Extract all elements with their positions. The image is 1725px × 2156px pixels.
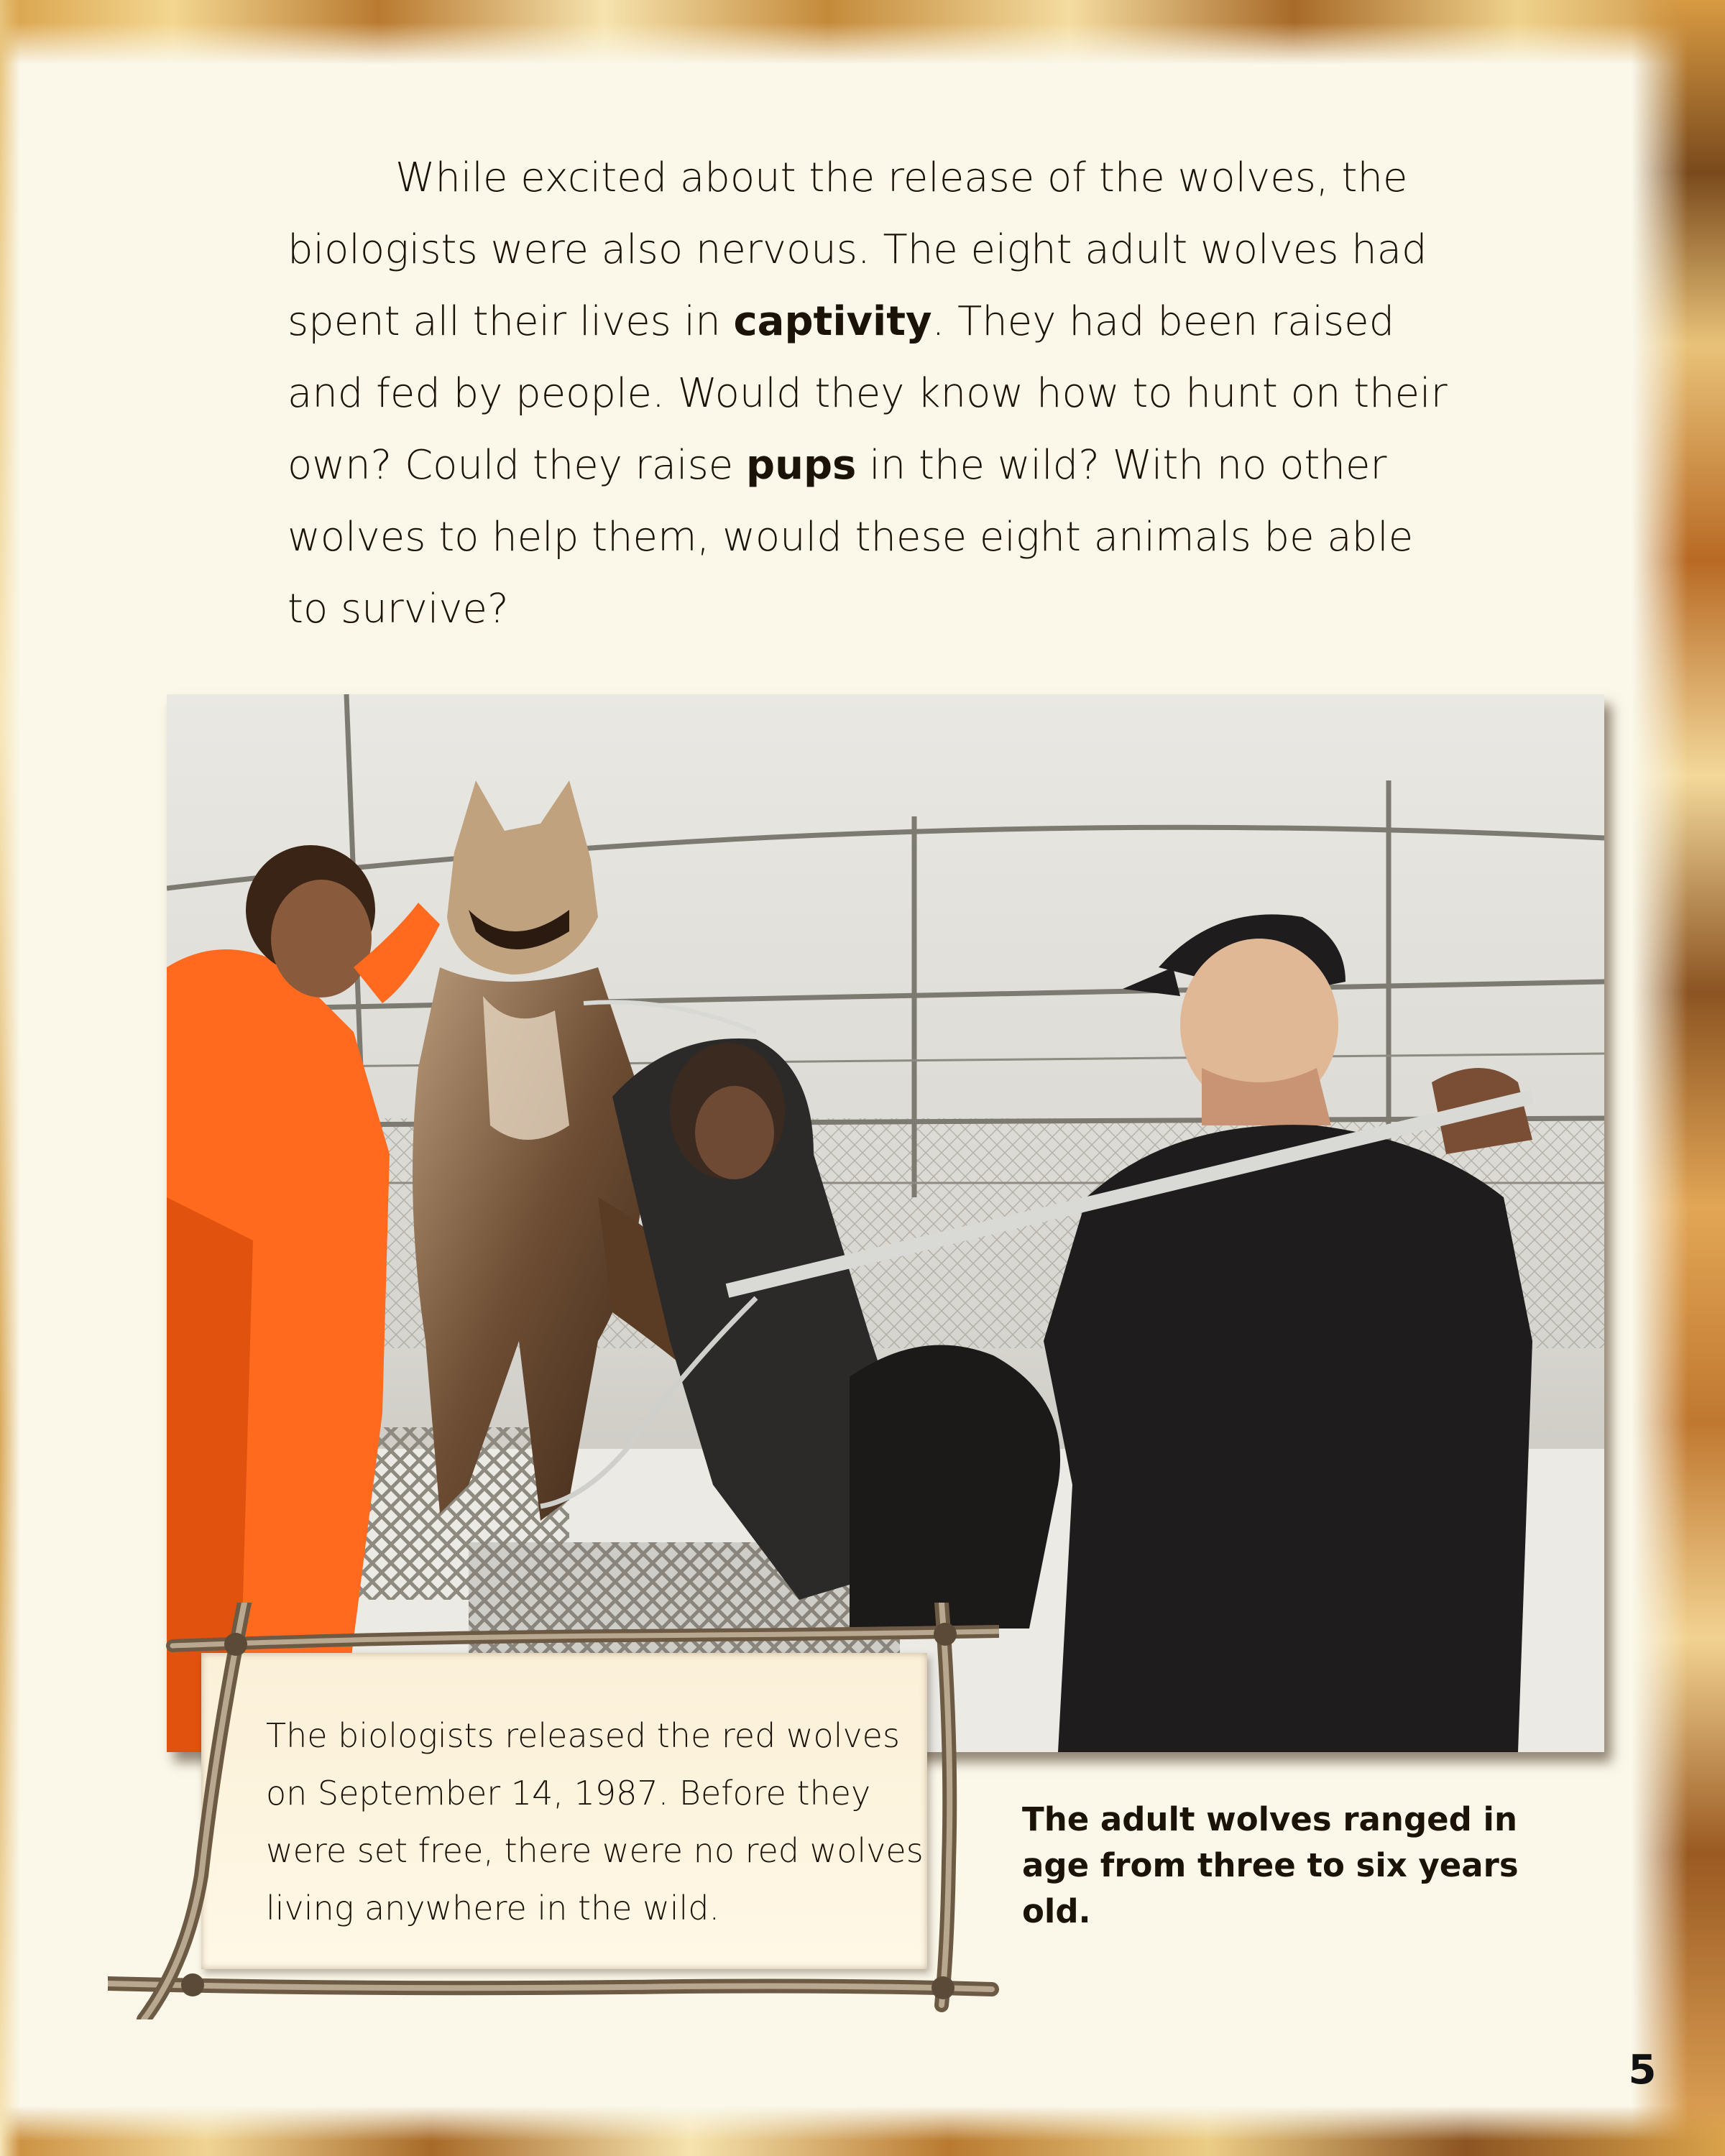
body-paragraph: [288, 142, 1452, 645]
wolf-photo-illustration: [167, 694, 1604, 1752]
wolf-handling-photo: [167, 694, 1604, 1752]
photo-caption: The adult wolves ranged in age from three to six years old.: [1022, 1800, 1519, 1930]
autumn-leaf-border-bottom: [0, 2106, 1725, 2156]
autumn-leaf-border-left: [0, 0, 20, 2156]
body-text-part-3: in the wild? With no other wolves to help them, would these eight animals be able to survive?: [288, 442, 1414, 632]
body-text-part-1: While excited about the release of the wolves, the biologists were also nervous. The eight adult wolves had spent all their lives in: [288, 155, 1427, 345]
autumn-leaf-border-top: [0, 0, 1725, 65]
vocab-pups: pups: [746, 442, 857, 489]
vocab-captivity: captivity: [733, 298, 932, 345]
body-text-part-2: . They had been raised and fed by people. Would they know how to hunt on their own? Could they raise: [288, 298, 1448, 489]
autumn-leaf-border-right: [1632, 0, 1725, 2156]
page-number: 5: [1628, 2047, 1657, 2093]
stick-framed-sidebar: [108, 1603, 999, 2019]
sidebar-text: The biologists released the red wolves on September 14, 1987. Before they were set free, there were no red wolves living anywhere in the wild.: [266, 1716, 924, 1927]
